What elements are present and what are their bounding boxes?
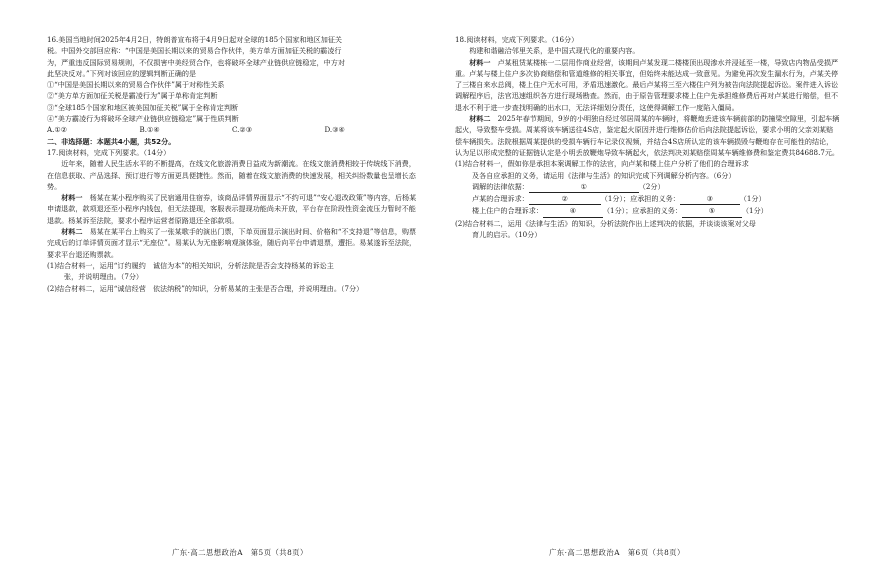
q18-material-1: 材料一 卢某租赁某楼栋一二层用作商业经营，该期间卢某发现二楼楼顶出现渗水并浸延至一楼，导致店内物品受损严重。卢某与楼上住户多次协商赔偿和管道维修的相关事宜，但始终未能达成一致意见。为避免再次发生漏水行为，卢某关停了三楼自来水总阀，楼上住户无水可用，矛盾迅速激化。最后卢某将三至六楼住户列为被告向法院提起诉讼。案件进入诉讼调解程序后，法官迅速组织各方进行现场勘查。然而，由于原告管理要求楼上住户先承担维修费后再对卢某进行赔偿，但不退水不利于进一步查找明确的出水口，无法详细划分责任，这使得调解工作一度陷入僵局。: [455, 57, 839, 112]
q16-stem-line: 为，严重违反国际贸易规则，不仅损害中美经贸合作，也将破坏全球产业链供应链稳定，中方对: [47, 57, 345, 67]
page-footer: 广东·高二思想政治A 第6页（共8页）: [549, 548, 685, 557]
page-6: [435, 0, 870, 578]
blank-5[interactable]: ⑤: [682, 205, 742, 217]
q16-option-c[interactable]: C.②③: [232, 125, 253, 135]
q18-subquestion-1: (1)结合材料一，假如你是承担本案调解工作的法官，向卢某和楼上住户分析了他们的合理诉求: [455, 159, 749, 169]
q17-material-1: 材料一 杨某在某小程序购买了民宿通用住宿券，该商品详情界面显示“不约可退”“安心退改政策”等内容，后杨某申请退款，款项退还至小程序内钱包，但无法提现，客服表示提现功能尚未开放，平台存在阶段性资金流压力暂时不能退款。杨某诉至法院，要求小程序运营者原路退还全部款项。: [47, 193, 417, 225]
blank-3[interactable]: ③: [680, 193, 740, 205]
blank-2[interactable]: ②: [529, 193, 601, 205]
q16-option-b[interactable]: B.①④: [139, 125, 160, 135]
fill-row-upstairs: 楼上住户的合理诉求： ④ （1分）；应承担的义务： ⑤ （1分）: [455, 205, 840, 217]
q17-material-2: 材料二 易某在某平台上购买了一张某歌手的演出门票，下单页面显示演出时间、价格和“不支持退”等信息，购票完成后的订单详情页面才显示“无座位”。易某认为无座影响观演体验，随后向平台申请退票，遭拒。易某遂诉至法院，要求平台退还购票款。: [47, 227, 417, 259]
material-2-label: 材料二: [61, 227, 83, 237]
q16-stem-line: 此坚决反对。”下列对该回应的逻辑判断正确的是: [47, 68, 197, 78]
q18-subquestion-2: (2)结合材料二，运用《法律与生活》的知识，分析法院作出上述判决的依据，并谈谈该案对父母: [455, 218, 756, 228]
left-column: [47, 34, 417, 294]
material-1-label: 材料一: [61, 193, 83, 203]
q16-statement-1: ①“中国是美国长期以来的贸易合作伙伴”属于对称性关系: [47, 80, 225, 90]
q16-statement-4: ④“美方霸凌行为将破坏全球产业链供应链稳定”属于性质判断: [47, 114, 239, 124]
q18-intro: 构建和谐融洽邻里关系，是中国式现代化的重要内容。: [469, 46, 640, 56]
q18-subquestion-1-cont: 及各自应承担的义务，请运用《法律与生活》的知识完成下列调解分析内容。（6分）: [472, 170, 736, 180]
section-heading: 二、非选择题：本题共4小题，共52分。: [47, 136, 176, 146]
material-1-label: 材料一: [469, 57, 491, 67]
question-18: [455, 34, 840, 240]
q16-statement-3: ③“全球185个国家和地区被美国加征关税”属于全称肯定判断: [47, 102, 239, 112]
q17-subquestion-1-cont: 张，并说明理由。（7分）: [64, 272, 144, 282]
q16-stem-line: 16.美国当地时间2025年4月2日，特朗普宣布将于4月9日起对全球的185个国家和地区加征关: [47, 35, 343, 44]
q17-subquestion-1: (1)结合材料一，运用“订约履约 诚信为本”的相关知识，分析法院是否会支持杨某的诉讼主: [47, 260, 334, 270]
fill-row-legal-basis: 调解的法律依据： ① （2分）: [455, 181, 840, 193]
blank-4[interactable]: ④: [543, 205, 603, 217]
q17-title: 17.阅读材料，完成下列要求。（14分）: [47, 147, 171, 157]
q18-title: 18.阅读材料，完成下列要求。（16分）: [455, 35, 579, 44]
question-17: [47, 147, 417, 294]
material-2-label: 材料二: [469, 114, 491, 124]
page-footer: 广东·高二思想政治A 第5页（共8页）: [172, 548, 308, 557]
right-column: [455, 34, 840, 240]
question-16: [47, 34, 417, 136]
q18-material-2: 材料二 2025年春节期间，9岁的小明独自经过邻居周某的车辆时，将鞭炮丢进该车辆前部的防撞梁空隙里，引起车辆起火，导致整车受损。周某将该车辆送往4S店，鉴定起火原因并进行维修估价后向法院提起诉讼，要求小明的父亲刘某赔偿车辆损失。法院根据周某提供的受损车辆行车记录仪视频，并结合4S店所认定的该车辆损毁与鞭炮存在可能性的结论，认为足以形成完整的证据链认定是小明丢放鞭炮导致车辆起火，依法判决刘某赔偿周某车辆维修费和鉴定费共84688.7元。: [455, 114, 840, 157]
q17-intro: 近年来，随着人民生活水平的不断提高，在线文化旅游消费日益成为新潮流。在线文旅消费相较于传统线下消费，在信息获取、产品选择、预订进行等方面更具便捷性。然而，随着在线文旅消费的快速发展，相关纠纷数量也呈增长态势。: [47, 159, 416, 191]
blank-1[interactable]: ①: [529, 181, 639, 193]
q16-stem-line: 税。中国外交部回应称：“中国是美国长期以来的贸易合作伙伴，美方单方面加征关税的霸凌行: [47, 46, 342, 56]
q16-option-d[interactable]: D.③④: [324, 125, 345, 135]
q18-subquestion-2-cont: 育儿的启示。（10分）: [472, 230, 542, 240]
q16-options: [47, 124, 417, 135]
q17-subquestion-2: (2)结合材料二，运用“诚信经营 依法纳税”的知识，分析易某的主张是否合理，并说明理由。（7分）: [47, 283, 364, 293]
q16-statement-2: ②“美方单方面加征关税是霸凌行为”属于单称肯定判断: [47, 91, 218, 101]
fill-row-lu: 卢某的合理诉求： ② （1分）；应承担的义务： ③ （1分）: [455, 193, 840, 205]
q16-option-a[interactable]: A.①②: [47, 125, 68, 135]
